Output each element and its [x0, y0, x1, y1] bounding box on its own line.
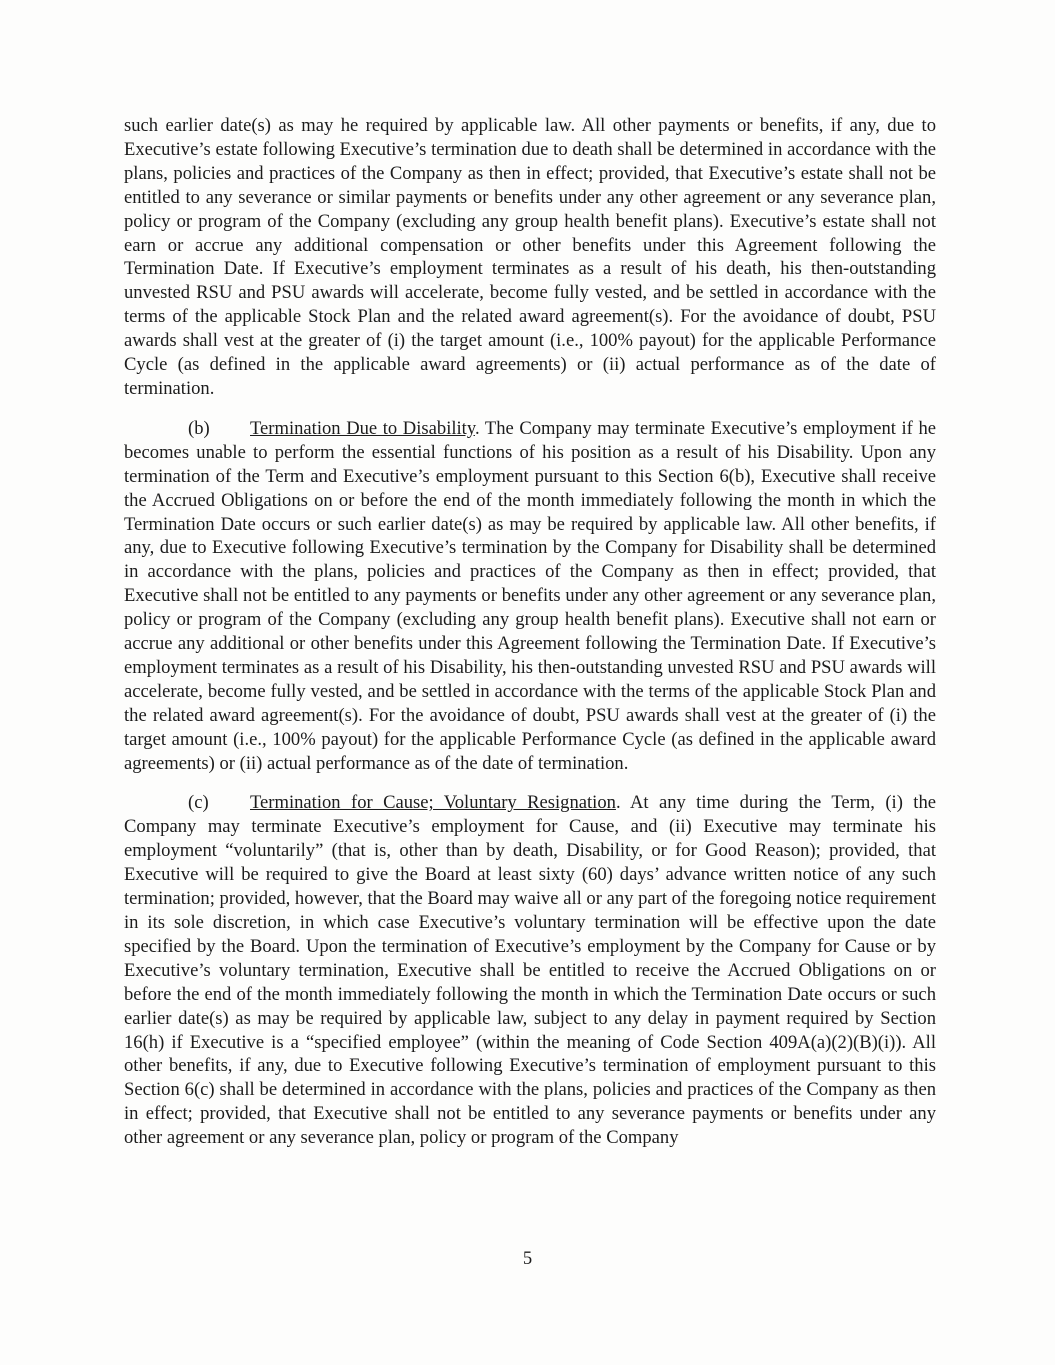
section-b-label: (b): [188, 417, 210, 439]
document-body: [124, 114, 936, 1166]
section-b-text: . The Company may terminate Executive’s employment if he becomes unable to perform the essential functions of his position as a result of his Disability. Upon any termination of the Term and Executive’s employment pursuant to this Section 6(b), Executive shall receive the Accrued Obligations on or before the end of the month immediately following the month in which the Termination Date occurs or such earlier date(s) as may be required by applicable law. All other benefits, if any, due to Executive following Executive’s termination by the Company for Disability shall be determined in accordance with the plans, policies and practices of the Company as then in effect; provided, that Executive shall not be entitled to any payments or benefits under any other agreement or any severance plan, policy or program of the Company (excluding any group health benefit plans). Executive shall not earn or accrue any additional or other benefits under this Agreement following the Termination Date. If Executive’s employment terminates as a result of his Disability, his then-outstanding unvested RSU and PSU awards will accelerate, become fully vested, and be settled in accordance with the terms of the applicable Stock Plan and the related award agreement(s). For the avoidance of doubt, PSU awards shall vest at the greater of (i) the target amount (i.e., 100% payout) for the applicable Performance Cycle (as defined in the applicable award agreements) or (ii) actual performance as of the date of termination.: [124, 417, 936, 774]
section-b-paragraph: [124, 417, 936, 776]
page-number: 5: [522, 1248, 533, 1269]
section-c-paragraph: [124, 791, 936, 1150]
section-b-heading: Termination Due to Disability: [250, 417, 475, 439]
section-c-heading: Termination for Cause; Voluntary Resignation: [250, 792, 616, 814]
section-c-text: . At any time during the Term, (i) the Company may terminate Executive’s employment for Cause, and (ii) Executive may terminate his employment “voluntarily” (that is, other than by death, Disability, or for Good Reason); provided, that Executive will be required to give the Board at least sixty (60) days’ advance written notice of any such termination; provided, however, that the Board may waive all or any part of the foregoing notice requirement in its sole discretion, in which case Executive’s voluntary termination will be effective upon the date specified by the Board. Upon the termination of Executive’s employment by the Company for Cause or by Executive’s voluntary termination, Executive shall be entitled to receive the Accrued Obligations on or before the end of the month immediately following the month in which the Termination Date occurs or such earlier date(s) as may be required by applicable law, subject to any delay in payment required by Section 16(h) if Executive is a “specified employee” (within the meaning of Code Section 409A(a)(2)(B)(i)). All other benefits, if any, due to Executive following Executive’s termination of employment pursuant to this Section 6(c) shall be determined in accordance with the plans, policies and practices of the Company as then in effect; provided, that Executive shall not be entitled to any severance payments or benefits under any other agreement or any severance plan, policy or program of the Company: [124, 792, 936, 1149]
section-c-label: (c): [188, 792, 209, 814]
paragraph-a-continued: such earlier date(s) as may he required by applicable law. All other payments or benefits, if any, due to Executive’s estate following Executive’s termination due to death shall be determined in accordance with the plans, policies and practices of the Company as then in effect; provided, that Executive’s estate shall not be entitled to any severance or similar payments or benefits under any other agreement or any severance plan, policy or program of the Company (excluding any group health benefit plans). Executive’s estate shall not earn or accrue any additional compensation or other benefits under this Agreement following the Termination Date. If Executive’s employment terminates as a result of his death, his then-outstanding unvested RSU and PSU awards will accelerate, become fully vested, and be settled in accordance with the terms of the applicable Stock Plan and the related award agreement(s). For the avoidance of doubt, PSU awards shall vest at the greater of (i) the target amount (i.e., 100% payout) for the applicable Performance Cycle (as defined in the applicable award agreements) or (ii) actual performance as of the date of termination.: [124, 115, 936, 399]
